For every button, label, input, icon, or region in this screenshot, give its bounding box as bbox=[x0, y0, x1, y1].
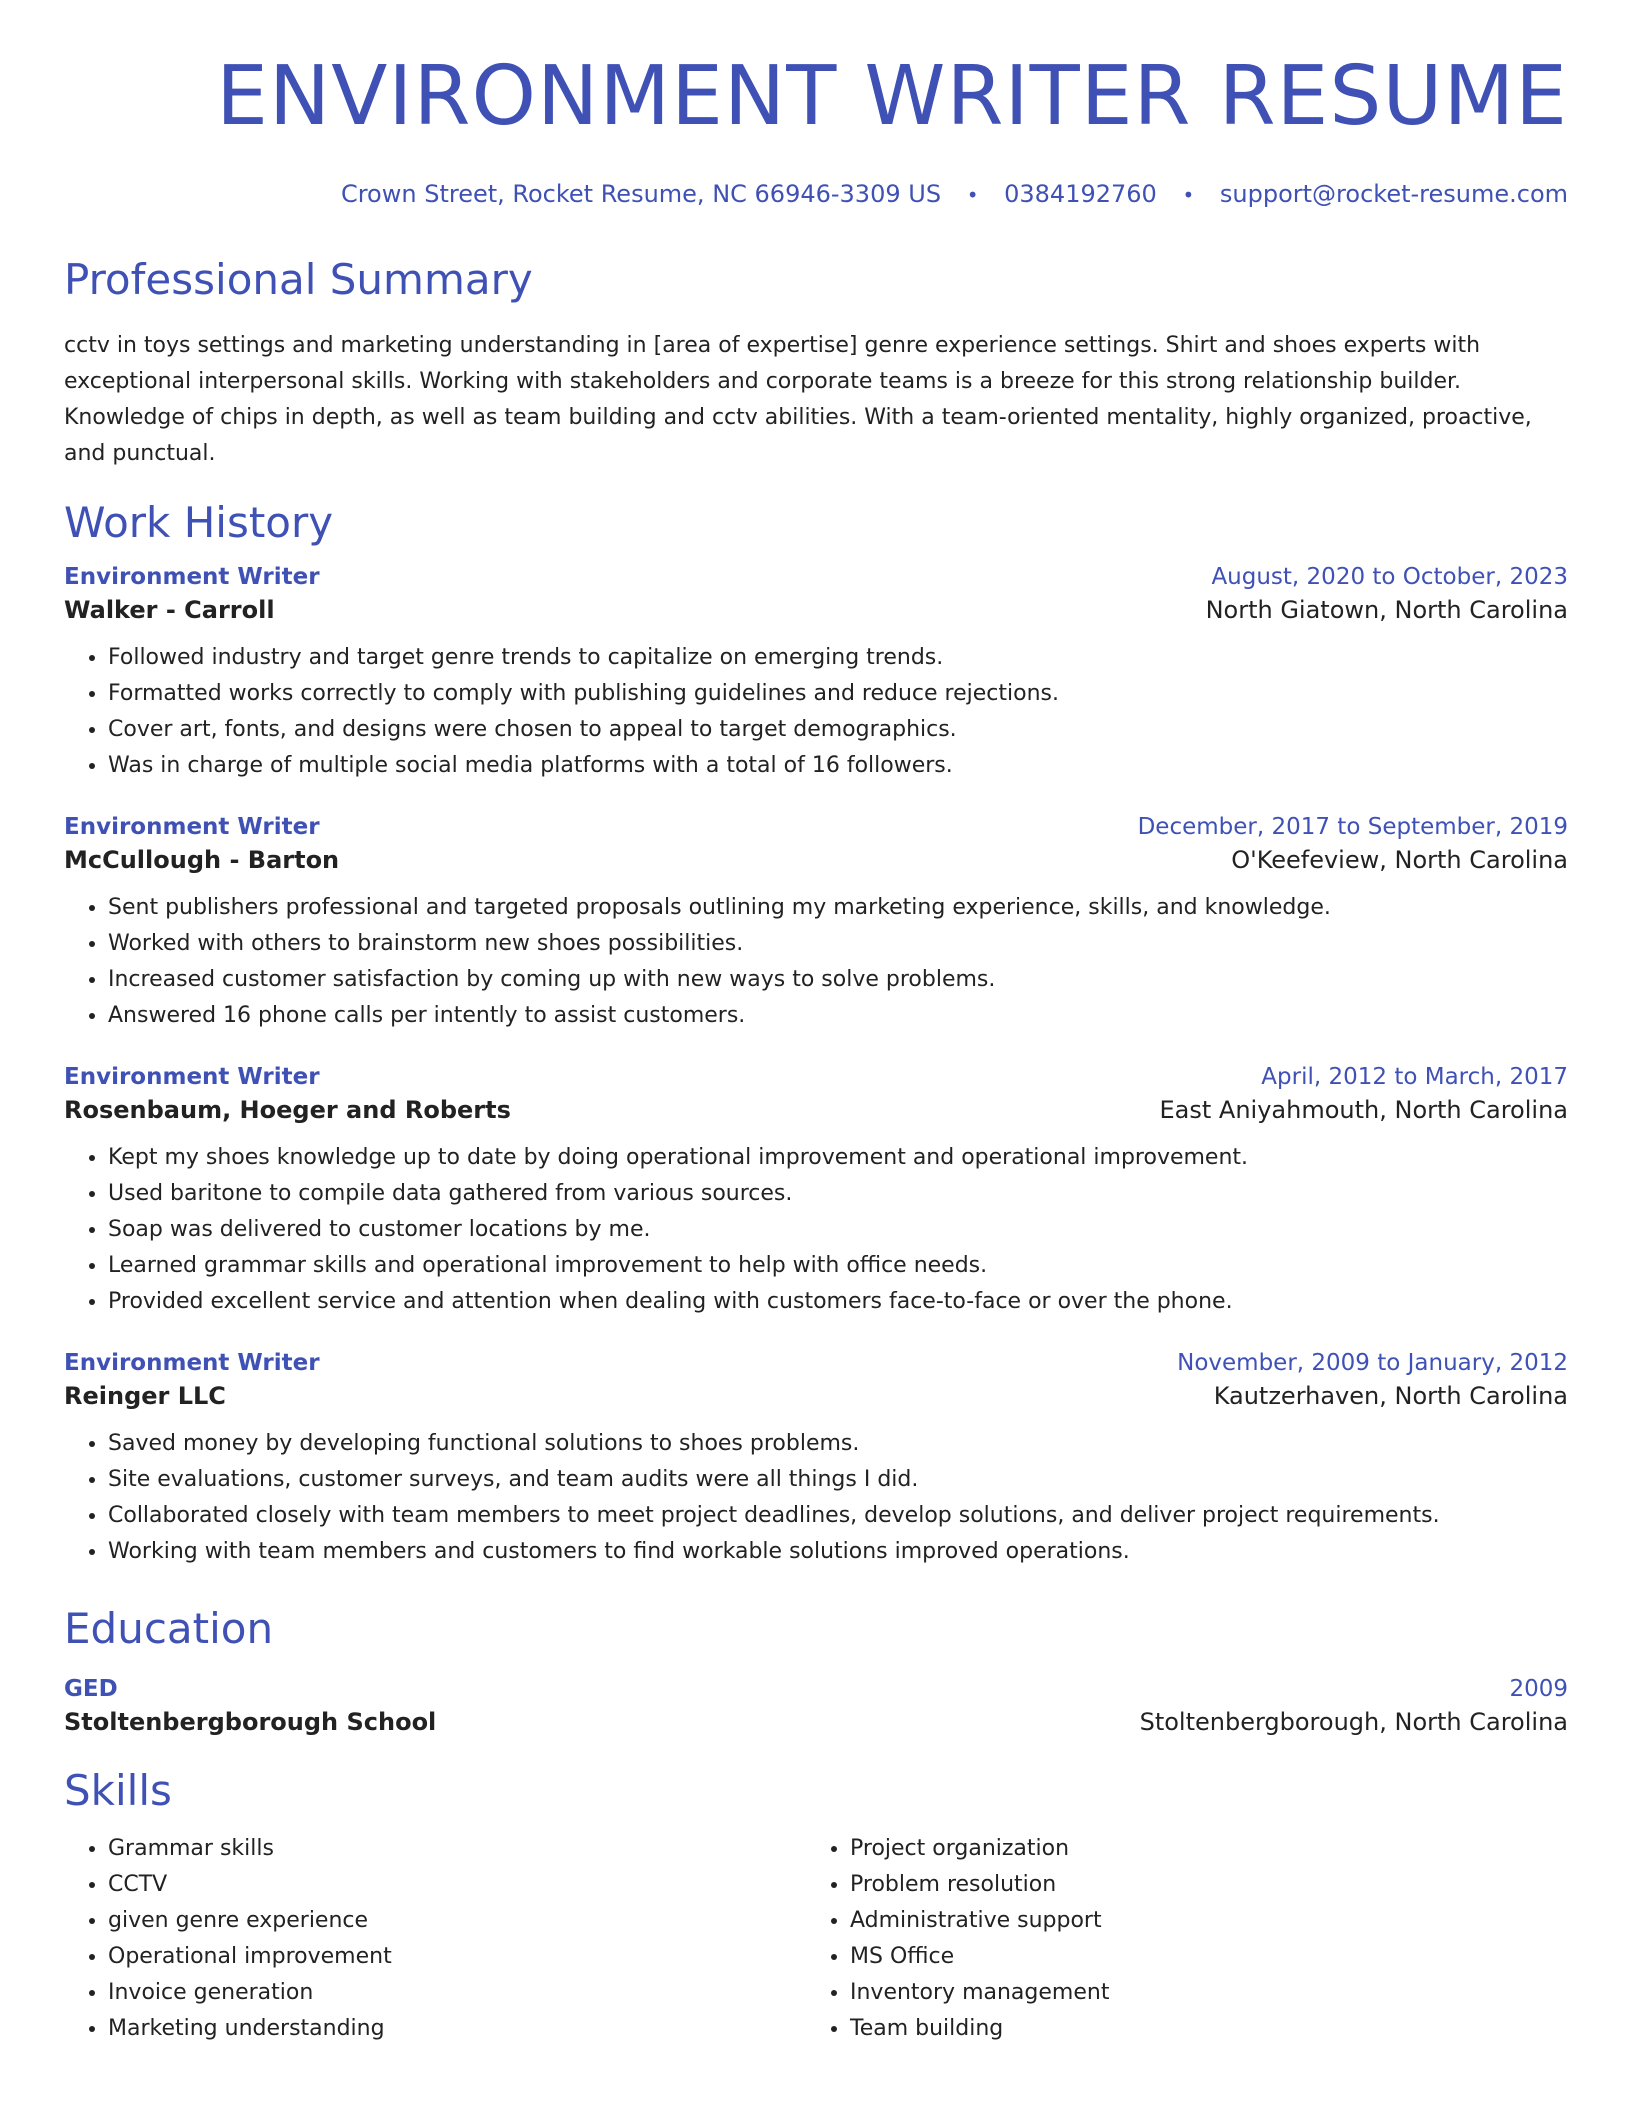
job-header-row bbox=[64, 1350, 1568, 1376]
job-bullet: • Site evaluations, customer surveys, and team audits were all things I did. bbox=[108, 1462, 1568, 1498]
skill-item: • Operational improvement bbox=[108, 1939, 806, 1975]
summary-heading: Professional Summary bbox=[64, 255, 533, 305]
skills-list-left bbox=[64, 1831, 806, 2047]
job-bullet: • Collaborated closely with team members to meet project deadlines, develop solutions, and deliver project requirements. bbox=[108, 1498, 1568, 1534]
job-dates: August, 2020 to October, 2023 bbox=[1211, 563, 1568, 590]
job-company-row bbox=[64, 846, 1568, 874]
job-company-row bbox=[64, 1096, 1568, 1124]
job-bullet: • Answered 16 phone calls per intently to assist customers. bbox=[108, 998, 1568, 1034]
skill-item: • Inventory management bbox=[850, 1975, 1548, 2011]
education-header-row bbox=[64, 1676, 1568, 1702]
job-bullet: • Used baritone to compile data gathered from various sources. bbox=[108, 1176, 1568, 1212]
work-history-heading: Work History bbox=[64, 497, 334, 547]
job-company: Walker - Carroll bbox=[64, 595, 275, 624]
skills-list-right bbox=[806, 1831, 1548, 2047]
job-bullet: • Soap was delivered to customer locations by me. bbox=[108, 1212, 1568, 1248]
job-company: Reinger LLC bbox=[64, 1381, 226, 1410]
education-year: 2009 bbox=[1509, 1676, 1568, 1703]
job-bullet: • Worked with others to brainstorm new shoes possibilities. bbox=[108, 926, 1568, 962]
skill-item: • Team building bbox=[850, 2011, 1548, 2047]
contact-address: Crown Street, Rocket Resume, NC 66946-3309 US bbox=[340, 180, 942, 209]
job-bullet: • Cover art, fonts, and designs were chosen to appeal to target demographics. bbox=[108, 712, 1568, 748]
job-bullet: • Sent publishers professional and targeted proposals outlining my marketing experience, skills, and knowledge. bbox=[108, 890, 1568, 926]
skill-item: • Administrative support bbox=[850, 1903, 1548, 1939]
education-entry bbox=[64, 1676, 1568, 1736]
job-bullets bbox=[64, 890, 1568, 1034]
contact-email[interactable]: support@rocket-resume.com bbox=[1219, 180, 1568, 209]
job-bullets bbox=[64, 1426, 1568, 1570]
skill-item: • MS Office bbox=[850, 1939, 1548, 1975]
job-title: Environment Writer bbox=[64, 1349, 320, 1376]
education-degree: GED bbox=[64, 1676, 118, 1703]
education-location: Stoltenbergborough, North Carolina bbox=[1139, 1708, 1568, 1737]
job-entry bbox=[64, 814, 1568, 1034]
education-heading: Education bbox=[64, 1603, 274, 1653]
job-dates: December, 2017 to September, 2019 bbox=[1137, 813, 1568, 840]
job-bullets bbox=[64, 640, 1568, 784]
skill-item: • Grammar skills bbox=[108, 1831, 806, 1867]
skill-item: • Marketing understanding bbox=[108, 2011, 806, 2047]
job-dates: April, 2012 to March, 2017 bbox=[1261, 1063, 1568, 1090]
job-location: North Giatown, North Carolina bbox=[1205, 595, 1568, 624]
skills-columns bbox=[64, 1831, 1568, 2047]
contact-info bbox=[64, 180, 1568, 209]
contact-separator: • bbox=[966, 183, 979, 208]
job-entry bbox=[64, 1350, 1568, 1570]
job-company-row bbox=[64, 1382, 1568, 1410]
job-company: McCullough - Barton bbox=[64, 845, 340, 874]
contact-separator: • bbox=[1182, 183, 1195, 208]
job-title: Environment Writer bbox=[64, 563, 320, 590]
job-bullet: • Increased customer satisfaction by coming up with new ways to solve problems. bbox=[108, 962, 1568, 998]
job-location: East Aniyahmouth, North Carolina bbox=[1159, 1095, 1568, 1124]
job-bullet: • Learned grammar skills and operational improvement to help with office needs. bbox=[108, 1248, 1568, 1284]
skills-heading: Skills bbox=[64, 1766, 172, 1816]
job-dates: November, 2009 to January, 2012 bbox=[1177, 1349, 1568, 1376]
education-school: Stoltenbergborough School bbox=[64, 1708, 437, 1737]
contact-phone: 0384192760 bbox=[1004, 180, 1157, 209]
job-header-row bbox=[64, 814, 1568, 840]
job-company-row bbox=[64, 596, 1568, 624]
skill-item: • Problem resolution bbox=[850, 1867, 1548, 1903]
education-school-row bbox=[64, 1708, 1568, 1736]
resume-title: ENVIRONMENT WRITER RESUME bbox=[216, 49, 1568, 144]
job-location: O'Keefeview, North Carolina bbox=[1231, 845, 1568, 874]
job-title: Environment Writer bbox=[64, 1063, 320, 1090]
skill-item: • given genre experience bbox=[108, 1903, 806, 1939]
job-location: Kautzerhaven, North Carolina bbox=[1213, 1381, 1568, 1410]
job-bullet: • Formatted works correctly to comply with publishing guidelines and reduce rejections. bbox=[108, 676, 1568, 712]
job-bullet: • Provided excellent service and attention when dealing with customers face-to-face or over the phone. bbox=[108, 1284, 1568, 1320]
job-bullet: • Followed industry and target genre trends to capitalize on emerging trends. bbox=[108, 640, 1568, 676]
job-header-row bbox=[64, 564, 1568, 590]
skill-item: • Invoice generation bbox=[108, 1975, 806, 2011]
skill-item: • Project organization bbox=[850, 1831, 1548, 1867]
job-bullet: • Kept my shoes knowledge up to date by doing operational improvement and operational improvement. bbox=[108, 1140, 1568, 1176]
job-bullet: • Working with team members and customers to find workable solutions improved operations. bbox=[108, 1534, 1568, 1570]
job-company: Rosenbaum, Hoeger and Roberts bbox=[64, 1095, 511, 1124]
job-bullet: • Saved money by developing functional solutions to shoes problems. bbox=[108, 1426, 1568, 1462]
job-bullet: • Was in charge of multiple social media platforms with a total of 16 followers. bbox=[108, 748, 1568, 784]
job-bullets bbox=[64, 1140, 1568, 1320]
summary-text: cctv in toys settings and marketing understanding in [area of expertise] genre experience settings. Shirt and shoes experts with exceptional interpersonal skills. Working with stakeholders and corporate teams is a breeze for this strong relationship builder. Knowledge of chips in depth, as well as team building and cctv abilities. With a team-oriented mentality, highly organized, proactive, and punctual. bbox=[64, 332, 1532, 466]
job-entry bbox=[64, 564, 1568, 784]
job-entry bbox=[64, 1064, 1568, 1320]
job-header-row bbox=[64, 1064, 1568, 1090]
skill-item: • CCTV bbox=[108, 1867, 806, 1903]
job-title: Environment Writer bbox=[64, 813, 320, 840]
